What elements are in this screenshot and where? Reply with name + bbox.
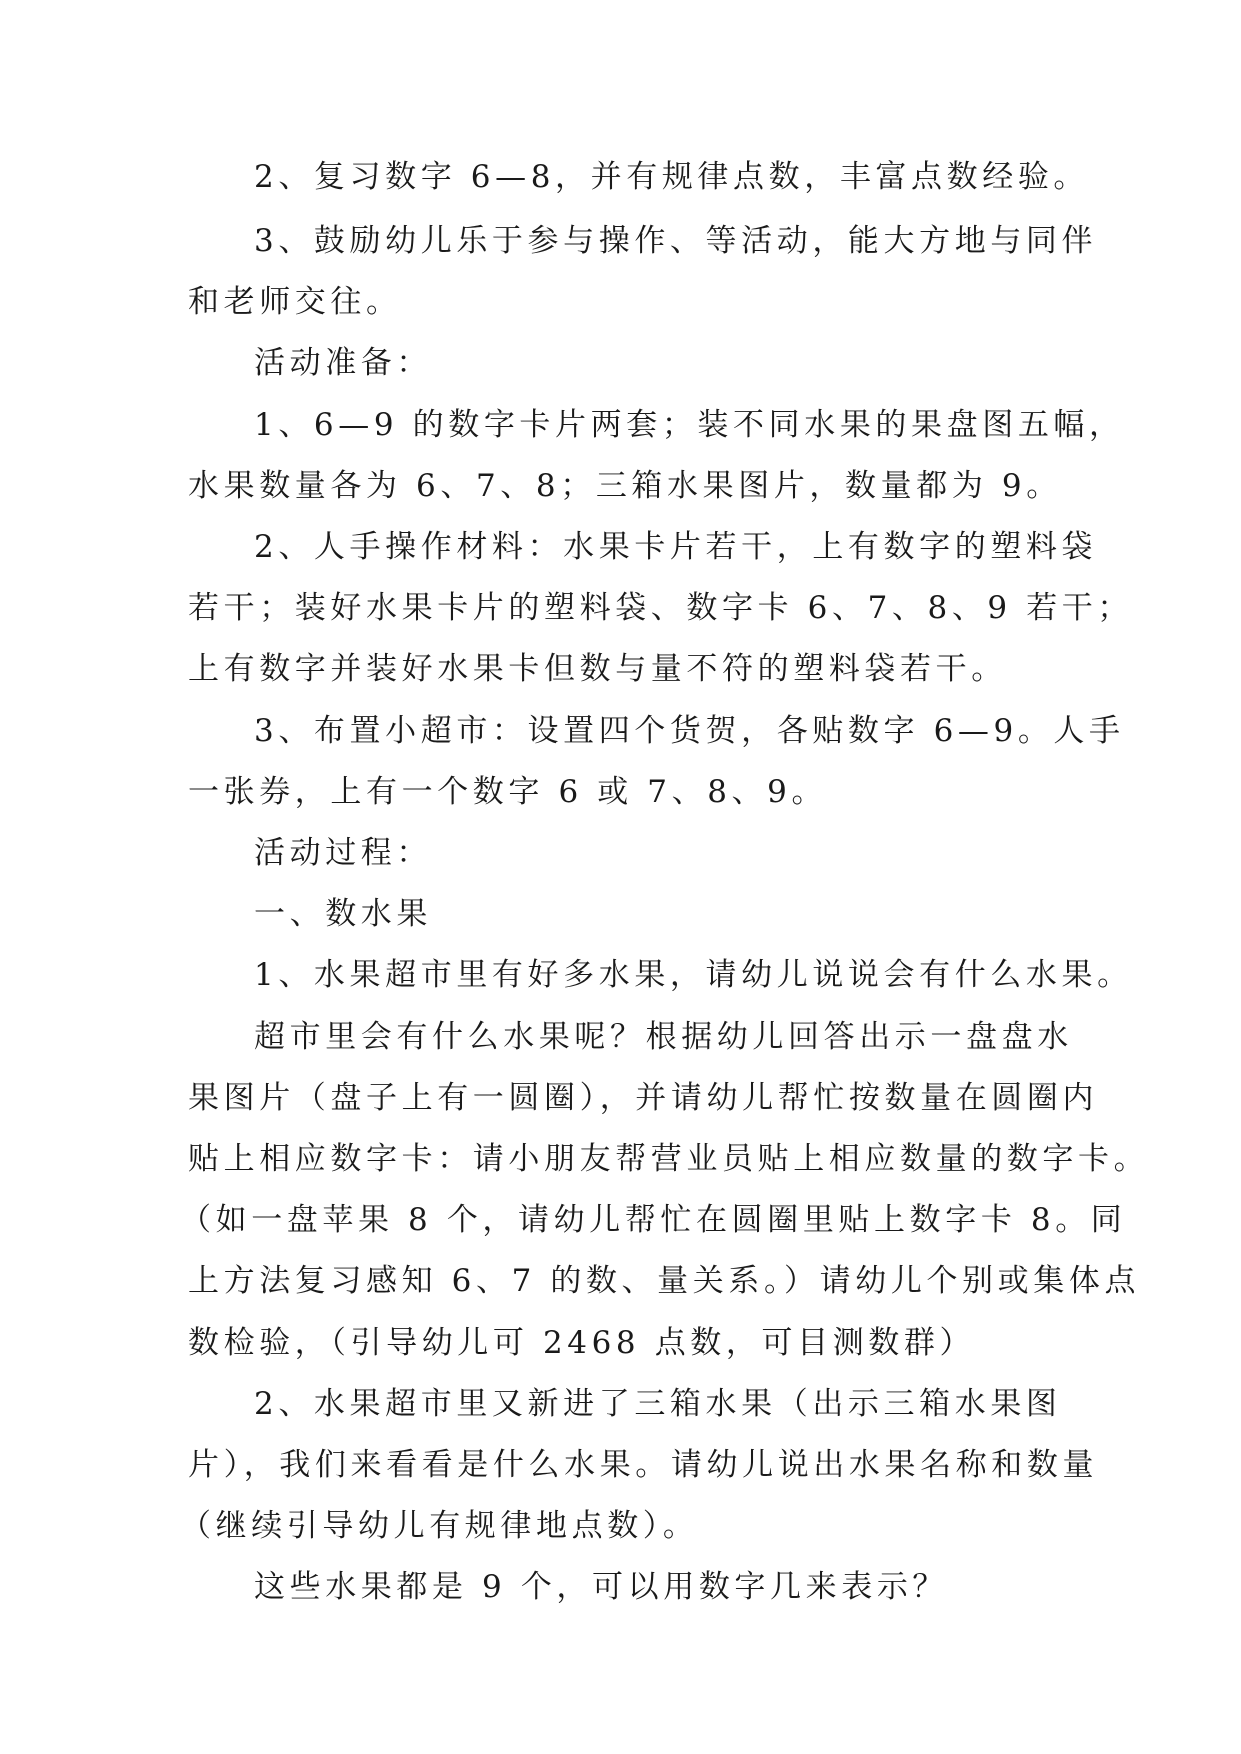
- text-line: 果图片（盘子上有一圆圈），并请幼儿帮忙按数量在圆圈内: [188, 1080, 1099, 1116]
- text-line: 上方法复习感知 6、7 的数、量关系。）请幼儿个别或集体点: [188, 1263, 1141, 1299]
- text-line: 若干；装好水果卡片的塑料袋、数字卡 6、7、8、9 若干；: [188, 590, 1133, 626]
- text-line: 1、水果超市里有好多水果，请幼儿说说会有什么水果。: [254, 957, 1133, 993]
- text-line: 贴上相应数字卡：请小朋友帮营业员贴上相应数量的数字卡。: [188, 1141, 1150, 1177]
- text-line: （继续引导幼儿有规律地点数）。: [180, 1508, 699, 1544]
- text-line: 超市里会有什么水果呢？根据幼儿回答出示一盘盘水: [254, 1019, 1073, 1055]
- text-line: 片），我们来看看是什么水果。请幼儿说出水果名称和数量: [188, 1447, 1099, 1483]
- section-heading: 活动准备：: [254, 345, 432, 381]
- text-line: 水果数量各为 6、7、8；三箱水果图片，数量都为 9。: [188, 468, 1062, 504]
- text-line: 和老师交往。: [188, 284, 402, 320]
- text-line: 2、人手操作材料：水果卡片若干，上有数字的塑料袋: [254, 529, 1098, 565]
- text-line: 1、6—9 的数字卡片两套；装不同水果的果盘图五幅，: [254, 407, 1125, 443]
- text-line: 3、鼓励幼儿乐于参与操作、等活动，能大方地与同伴: [254, 223, 1098, 259]
- text-line: 数检验，（引导幼儿可 2468 点数，可目测数群）: [188, 1325, 976, 1361]
- text-line: 3、布置小超市：设置四个货贺，各贴数字 6—9。人手: [254, 713, 1125, 749]
- text-line: （如一盘苹果 8 个，请幼儿帮忙在圆圈里贴上数字卡 8。同: [180, 1202, 1127, 1238]
- text-line: 一张券，上有一个数字 6 或 7、8、9。: [188, 774, 828, 810]
- section-heading: 活动过程：: [254, 835, 432, 871]
- text-line: 这些水果都是 9 个，可以用数字几来表示？: [254, 1569, 949, 1605]
- subsection-heading: 一、数水果: [254, 896, 432, 932]
- text-line: 上有数字并装好水果卡但数与量不符的塑料袋若干。: [188, 651, 1007, 687]
- text-line: 2、水果超市里又新进了三箱水果（出示三箱水果图: [254, 1386, 1062, 1422]
- text-line: 2、复习数字 6—8，并有规律点数，丰富点数经验。: [254, 159, 1090, 195]
